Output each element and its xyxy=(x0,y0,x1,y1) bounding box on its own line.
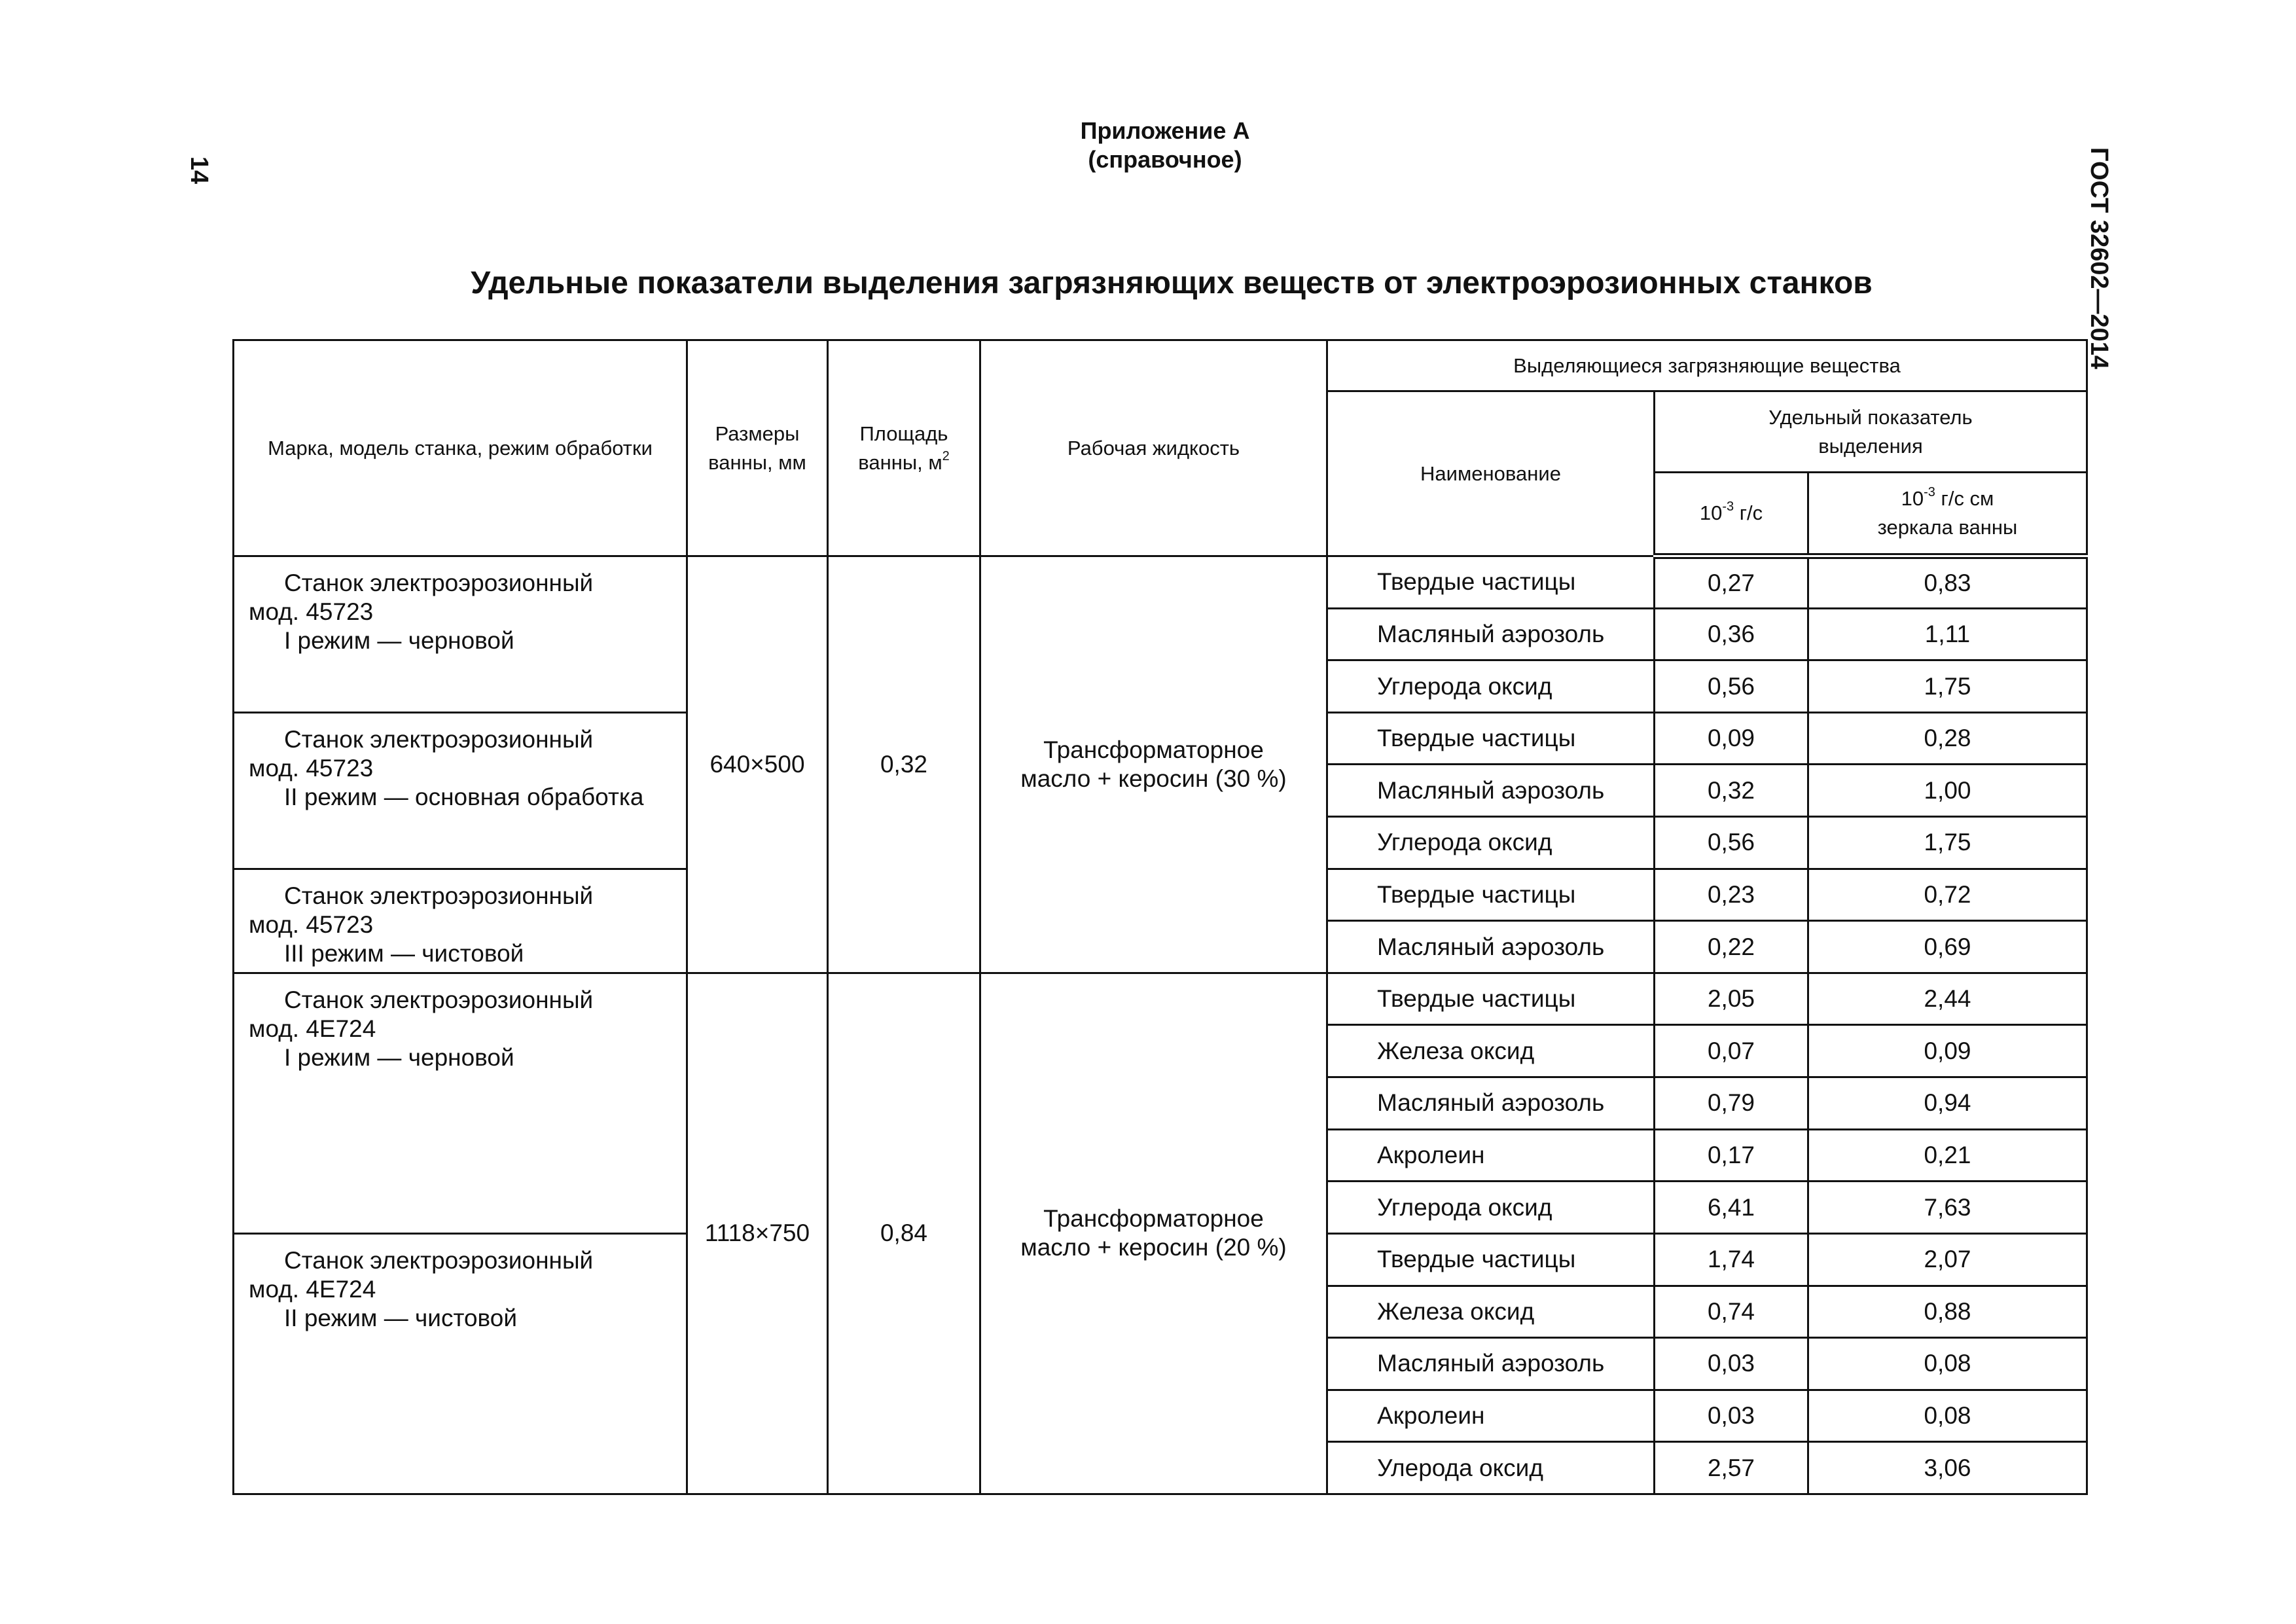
machine-mode: I режим — черновой xyxy=(284,1043,514,1071)
machine-cell xyxy=(234,1233,687,1494)
value-mirror: 1,75 xyxy=(1808,817,2087,869)
header-specific-line2: выделения xyxy=(1818,434,1923,458)
value-gs: 0,74 xyxy=(1655,1286,1808,1338)
bath-area-cell: 0,84 xyxy=(828,973,980,1494)
machine-type: Станок электроэрозионный xyxy=(284,569,594,596)
header-bath-area xyxy=(828,340,980,556)
value-gs: 0,56 xyxy=(1655,817,1808,869)
appendix-type: (справочное) xyxy=(1088,146,1242,173)
machine-cell xyxy=(234,973,687,1233)
value-mirror: 0,21 xyxy=(1808,1129,2087,1182)
pollutant-name: Масляный аэрозоль xyxy=(1327,1077,1655,1130)
pollutant-name: Углерода оксид xyxy=(1327,660,1655,713)
value-gs: 0,22 xyxy=(1655,921,1808,973)
pollutant-name: Масляный аэрозоль xyxy=(1327,1338,1655,1390)
pollutant-name: Твердые частицы xyxy=(1327,1233,1655,1286)
value-mirror: 0,83 xyxy=(1808,556,2087,609)
value-mirror: 0,28 xyxy=(1808,712,2087,765)
table-row xyxy=(234,973,2087,1025)
emissions-table xyxy=(232,339,2088,1495)
pollutant-name: Акролеин xyxy=(1327,1129,1655,1182)
value-mirror: 0,08 xyxy=(1808,1390,2087,1442)
pollutant-name: Твердые частицы xyxy=(1327,556,1655,609)
pollutant-name: Углерода оксид xyxy=(1327,1182,1655,1234)
machine-mode: II режим — основная обработка xyxy=(284,783,644,810)
fluid-line2: масло + керосин (20 %) xyxy=(1020,1234,1287,1261)
pollutant-name: Масляный аэрозоль xyxy=(1327,608,1655,660)
value-gs: 2,57 xyxy=(1655,1442,1808,1494)
value-mirror: 2,07 xyxy=(1808,1233,2087,1286)
machine-model: мод. 45723 xyxy=(249,911,374,938)
machine-mode: III режим — чистовой xyxy=(284,939,524,967)
page-number: 14 xyxy=(185,156,213,185)
header-unit-mirror-sup: -3 xyxy=(1924,485,1935,499)
pollutant-name: Железа оксид xyxy=(1327,1286,1655,1338)
header-bath-size-line1: Размеры xyxy=(715,422,800,445)
appendix-heading xyxy=(982,117,1348,174)
machine-type: Станок электроэрозионный xyxy=(284,882,594,909)
header-bath-size xyxy=(687,340,828,556)
machine-cell xyxy=(234,712,687,869)
header-name: Наименование xyxy=(1327,391,1655,556)
header-unit-gs-rest: г/с xyxy=(1734,501,1763,524)
bath-size-cell: 640×500 xyxy=(687,556,828,973)
header-bath-area-sup: 2 xyxy=(942,448,950,463)
value-mirror: 0,72 xyxy=(1808,869,2087,921)
value-gs: 0,79 xyxy=(1655,1077,1808,1130)
value-mirror: 1,75 xyxy=(1808,660,2087,713)
machine-type: Станок электроэрозионный xyxy=(284,725,594,753)
table-row xyxy=(234,556,2087,609)
machine-model: мод. 45723 xyxy=(249,598,374,625)
header-unit-mirror-line2: зеркала ванны xyxy=(1877,516,2018,539)
header-unit-mirror xyxy=(1808,473,2087,556)
appendix-label: Приложение А xyxy=(1080,117,1250,144)
header-unit-gs-base: 10 xyxy=(1699,501,1723,524)
table-title: Удельные показатели выделения загрязняющих веществ от электроэрозионных станков xyxy=(471,266,1873,300)
table-header xyxy=(234,340,2087,556)
pollutant-name: Акролеин xyxy=(1327,1390,1655,1442)
value-gs: 0,17 xyxy=(1655,1129,1808,1182)
value-mirror: 0,88 xyxy=(1808,1286,2087,1338)
value-gs: 0,03 xyxy=(1655,1338,1808,1390)
value-mirror: 0,94 xyxy=(1808,1077,2087,1130)
value-gs: 1,74 xyxy=(1655,1233,1808,1286)
pollutant-name: Масляный аэрозоль xyxy=(1327,765,1655,817)
machine-mode: II режим — чистовой xyxy=(284,1304,518,1331)
value-gs: 0,07 xyxy=(1655,1025,1808,1077)
value-gs: 2,05 xyxy=(1655,973,1808,1025)
header-bath-area-unit: ванны, м xyxy=(858,450,942,474)
value-mirror: 3,06 xyxy=(1808,1442,2087,1494)
fluid-cell xyxy=(980,556,1327,973)
pollutant-name: Железа оксид xyxy=(1327,1025,1655,1077)
value-gs: 0,09 xyxy=(1655,712,1808,765)
value-mirror: 1,11 xyxy=(1808,608,2087,660)
header-pollutants: Выделяющиеся загрязняющие вещества xyxy=(1327,340,2087,391)
header-unit-mirror-rest: г/с см xyxy=(1935,487,1994,510)
header-bath-area-line1: Площадь xyxy=(859,422,948,445)
bath-size-cell: 1118×750 xyxy=(687,973,828,1494)
value-gs: 0,27 xyxy=(1655,556,1808,609)
value-mirror: 0,08 xyxy=(1808,1338,2087,1390)
value-gs: 0,23 xyxy=(1655,869,1808,921)
value-mirror: 7,63 xyxy=(1808,1182,2087,1234)
header-unit-mirror-line1 xyxy=(1809,484,2086,513)
header-unit-gs xyxy=(1655,473,1808,556)
value-gs: 0,56 xyxy=(1655,660,1808,713)
header-specific xyxy=(1655,391,2087,473)
standard-id: ГОСТ 32602—2014 xyxy=(2085,147,2113,370)
header-bath-size-line2: ванны, мм xyxy=(708,450,806,474)
fluid-cell xyxy=(980,973,1327,1494)
pollutant-name: Твердые частицы xyxy=(1327,869,1655,921)
pollutant-name: Улерода оксид xyxy=(1327,1442,1655,1494)
pollutant-name: Твердые частицы xyxy=(1327,973,1655,1025)
machine-type: Станок электроэрозионный xyxy=(284,1246,594,1274)
value-mirror: 2,44 xyxy=(1808,973,2087,1025)
fluid-line1: Трансформаторное xyxy=(1043,736,1264,763)
machine-mode: I режим — черновой xyxy=(284,627,514,654)
header-specific-line1: Удельный показатель xyxy=(1768,405,1973,429)
value-mirror: 1,00 xyxy=(1808,765,2087,817)
header-unit-mirror-base: 10 xyxy=(1901,487,1924,510)
value-mirror: 0,69 xyxy=(1808,921,2087,973)
machine-cell xyxy=(234,556,687,713)
pollutant-name: Углерода оксид xyxy=(1327,817,1655,869)
pollutant-name: Твердые частицы xyxy=(1327,712,1655,765)
pollutant-name: Масляный аэрозоль xyxy=(1327,921,1655,973)
value-mirror: 0,09 xyxy=(1808,1025,2087,1077)
header-bath-area-line2 xyxy=(829,448,979,477)
machine-cell xyxy=(234,869,687,973)
header-machine: Марка, модель станка, режим обработки xyxy=(234,340,687,556)
machine-model: мод. 4Е724 xyxy=(249,1015,376,1042)
fluid-line1: Трансформаторное xyxy=(1043,1205,1264,1233)
machine-model: мод. 4Е724 xyxy=(249,1275,376,1303)
value-gs: 0,03 xyxy=(1655,1390,1808,1442)
machine-type: Станок электроэрозионный xyxy=(284,986,594,1013)
table-body xyxy=(234,556,2087,1494)
value-gs: 0,36 xyxy=(1655,608,1808,660)
value-gs: 6,41 xyxy=(1655,1182,1808,1234)
fluid-line2: масло + керосин (30 %) xyxy=(1020,765,1287,792)
header-fluid: Рабочая жидкость xyxy=(980,340,1327,556)
header-unit-gs-sup: -3 xyxy=(1722,499,1734,514)
machine-model: мод. 45723 xyxy=(249,754,374,782)
value-gs: 0,32 xyxy=(1655,765,1808,817)
bath-area-cell: 0,32 xyxy=(828,556,980,973)
